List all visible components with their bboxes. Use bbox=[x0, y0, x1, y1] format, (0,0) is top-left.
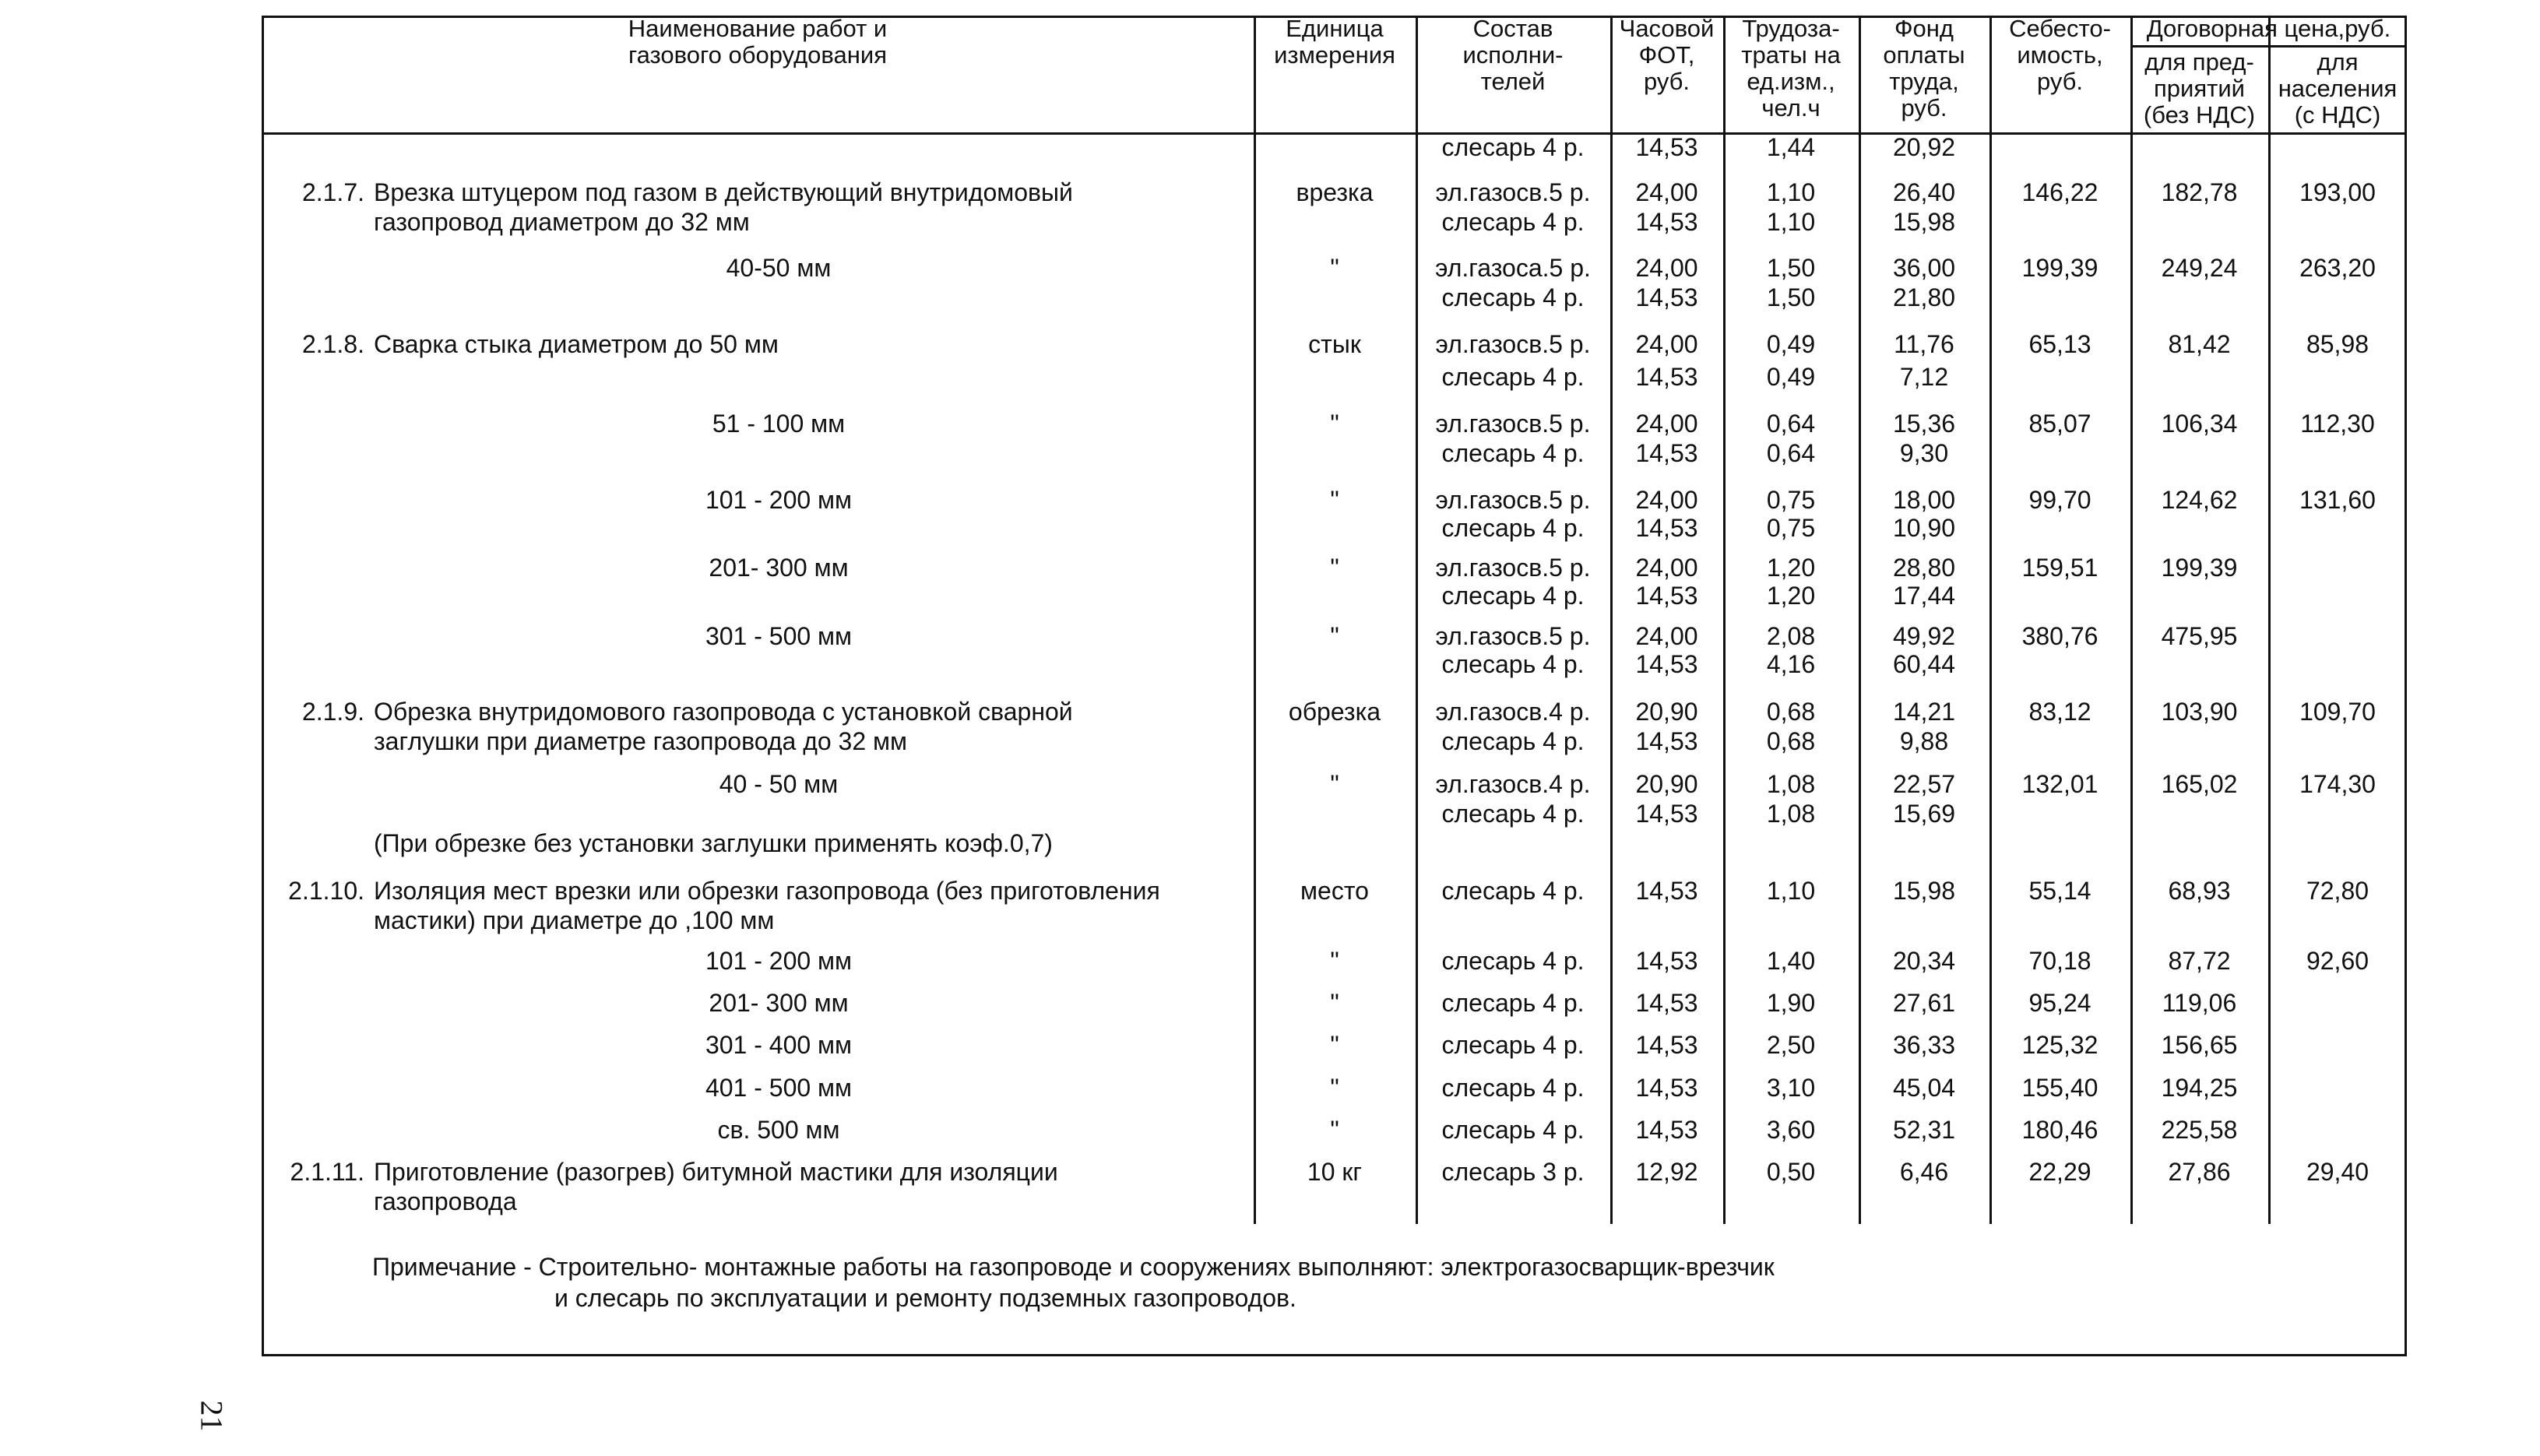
work-name: Приготовление (разогрев) битумной мастики для изоляции bbox=[374, 1158, 1058, 1186]
header-name: Наименование работ и bbox=[628, 15, 888, 42]
labor-hours: 1,44 bbox=[1766, 133, 1816, 161]
crew: слесарь 4 р. bbox=[1441, 1074, 1585, 1102]
header-wage-fund: Фонд bbox=[1894, 15, 1954, 42]
header-wage-fund: оплаты bbox=[1883, 41, 1965, 69]
crew: слесарь 4 р. bbox=[1441, 208, 1585, 236]
labor-hours: 0,75 bbox=[1766, 514, 1816, 542]
row-number: 2.1.7. bbox=[301, 178, 364, 206]
header-labor: ед.изм., bbox=[1747, 68, 1835, 95]
labor-hours: 1,50 bbox=[1766, 283, 1816, 311]
work-name: Сварка стыка диаметром до 50 мм bbox=[374, 330, 779, 358]
hourly-wage: 14,53 bbox=[1635, 514, 1698, 542]
labor-hours: 1,10 bbox=[1766, 178, 1816, 206]
crew: слесарь 4 р. bbox=[1441, 877, 1585, 905]
labor-hours: 1,20 bbox=[1766, 582, 1816, 610]
wage-fund: 14,21 bbox=[1892, 698, 1956, 726]
unit-of-measure: врезка bbox=[1296, 178, 1374, 206]
crew: эл.газосв.5 р. bbox=[1435, 178, 1591, 206]
labor-hours: 1,10 bbox=[1766, 208, 1816, 236]
hourly-wage: 24,00 bbox=[1635, 554, 1698, 582]
crew: эл.газоса.5 р. bbox=[1435, 254, 1591, 282]
cost-price: 125,32 bbox=[2021, 1031, 2098, 1059]
crew: слесарь 4 р. bbox=[1441, 800, 1585, 828]
hourly-wage: 14,53 bbox=[1635, 208, 1698, 236]
wage-fund: 36,00 bbox=[1892, 254, 1956, 282]
price-population: 72,80 bbox=[2306, 877, 2369, 905]
unit-of-measure: место bbox=[1300, 877, 1369, 905]
crew: эл.газосв.5 р. bbox=[1435, 622, 1591, 650]
header-bottom-rule bbox=[262, 132, 2407, 135]
price-enterprise: 199,39 bbox=[2161, 554, 2238, 582]
work-name: мастики) при диаметре до ,100 мм bbox=[374, 906, 775, 934]
cost-price: 146,22 bbox=[2021, 178, 2098, 206]
labor-hours: 4,16 bbox=[1766, 650, 1816, 678]
hourly-wage: 24,00 bbox=[1635, 178, 1698, 206]
price-enterprise: 68,93 bbox=[2168, 877, 2231, 905]
crew: слесарь 4 р. bbox=[1441, 1116, 1585, 1144]
cost-price: 132,01 bbox=[2021, 770, 2098, 798]
crew: слесарь 4 р. bbox=[1441, 133, 1585, 161]
header-crew: Состав bbox=[1472, 15, 1553, 42]
labor-hours: 1,90 bbox=[1766, 989, 1816, 1017]
price-enterprise: 225,58 bbox=[2161, 1116, 2238, 1144]
crew: слесарь 4 р. bbox=[1441, 1031, 1585, 1059]
wage-fund: 6,46 bbox=[1899, 1158, 1949, 1186]
diameter-range: 101 - 200 мм bbox=[705, 486, 853, 514]
wage-fund: 20,92 bbox=[1892, 133, 1956, 161]
cost-price: 380,76 bbox=[2021, 622, 2098, 650]
row-number: 2.1.9. bbox=[301, 698, 364, 726]
price-population: 193,00 bbox=[2299, 178, 2376, 206]
wage-fund: 60,44 bbox=[1892, 650, 1956, 678]
hourly-wage: 24,00 bbox=[1635, 486, 1698, 514]
cost-price: 83,12 bbox=[2028, 698, 2091, 726]
labor-hours: 0,50 bbox=[1766, 1158, 1816, 1186]
wage-fund: 45,04 bbox=[1892, 1074, 1956, 1102]
labor-hours: 1,08 bbox=[1766, 800, 1816, 828]
hourly-wage: 14,53 bbox=[1635, 727, 1698, 755]
cost-price: 199,39 bbox=[2021, 254, 2098, 282]
cost-price: 70,18 bbox=[2028, 947, 2091, 975]
crew: слесарь 4 р. bbox=[1441, 947, 1585, 975]
unit-of-measure: " bbox=[1330, 554, 1339, 582]
wage-fund: 26,40 bbox=[1892, 178, 1956, 206]
cost-price: 95,24 bbox=[2028, 989, 2091, 1017]
hourly-wage: 24,00 bbox=[1635, 622, 1698, 650]
cost-price: 180,46 bbox=[2021, 1116, 2098, 1144]
work-name: (При обрезке без установки заглушки применять коэф.0,7) bbox=[374, 829, 1053, 857]
crew: слесарь 4 р. bbox=[1441, 439, 1585, 467]
crew: эл.газосв.5 р. bbox=[1435, 410, 1591, 438]
work-name: газопровода bbox=[374, 1187, 517, 1215]
crew: слесарь 4 р. bbox=[1441, 650, 1585, 678]
wage-fund: 15,69 bbox=[1892, 800, 1956, 828]
page-number: 21 bbox=[194, 1400, 230, 1432]
unit-of-measure: " bbox=[1330, 254, 1339, 282]
header-for-population: для bbox=[2317, 48, 2359, 76]
wage-fund: 10,90 bbox=[1892, 514, 1956, 542]
price-enterprise: 475,95 bbox=[2161, 622, 2238, 650]
labor-hours: 2,50 bbox=[1766, 1031, 1816, 1059]
unit-of-measure: " bbox=[1330, 1031, 1339, 1059]
unit-of-measure: стык bbox=[1308, 330, 1361, 358]
price-enterprise: 124,62 bbox=[2161, 486, 2238, 514]
diameter-range: 301 - 500 мм bbox=[705, 622, 853, 650]
crew: эл.газосв.5 р. bbox=[1435, 486, 1591, 514]
header-contract-price: Договорная цена,руб. bbox=[2146, 15, 2391, 42]
wage-fund: 7,12 bbox=[1899, 363, 1949, 391]
cost-price: 85,07 bbox=[2028, 410, 2091, 438]
crew: слесарь 4 р. bbox=[1441, 727, 1585, 755]
hourly-wage: 14,53 bbox=[1635, 363, 1698, 391]
header-for-enterprises: приятий bbox=[2154, 75, 2245, 102]
header-hourly-wage: Часовой bbox=[1619, 15, 1715, 42]
hourly-wage: 24,00 bbox=[1635, 330, 1698, 358]
crew: эл.газосв.4 р. bbox=[1435, 698, 1591, 726]
crew: слесарь 3 р. bbox=[1441, 1158, 1585, 1186]
price-population: 131,60 bbox=[2299, 486, 2376, 514]
hourly-wage: 14,53 bbox=[1635, 800, 1698, 828]
hourly-wage: 24,00 bbox=[1635, 254, 1698, 282]
price-population: 263,20 bbox=[2299, 254, 2376, 282]
unit-of-measure: " bbox=[1330, 989, 1339, 1017]
note-line-1: Примечание - Строительно- монтажные работы на газопроводе и сооружениях выполняют: электрогазосварщик-врезчик bbox=[372, 1253, 1775, 1281]
crew: эл.газосв.4 р. bbox=[1435, 770, 1591, 798]
note-line-2: и слесарь по эксплуатации и ремонту подземных газопроводов. bbox=[554, 1284, 1296, 1312]
header-for-enterprises: для пред- bbox=[2144, 48, 2254, 76]
wage-fund: 27,61 bbox=[1892, 989, 1956, 1017]
diameter-range: 101 - 200 мм bbox=[705, 947, 853, 975]
header-name: газового оборудования bbox=[628, 41, 887, 69]
labor-hours: 1,10 bbox=[1766, 877, 1816, 905]
labor-hours: 0,68 bbox=[1766, 698, 1816, 726]
diameter-range: 51 - 100 мм bbox=[712, 410, 846, 438]
price-enterprise: 81,42 bbox=[2168, 330, 2231, 358]
header-for-population: (с НДС) bbox=[2294, 101, 2381, 128]
hourly-wage: 24,00 bbox=[1635, 410, 1698, 438]
wage-fund: 11,76 bbox=[1894, 330, 1954, 358]
header-hourly-wage: ФОТ, bbox=[1638, 41, 1695, 69]
cost-price: 22,29 bbox=[2028, 1158, 2091, 1186]
labor-hours: 1,08 bbox=[1766, 770, 1816, 798]
row-number: 2.1.10. bbox=[288, 877, 364, 905]
wage-fund: 9,88 bbox=[1899, 727, 1949, 755]
price-enterprise: 106,34 bbox=[2161, 410, 2238, 438]
header-unit: измерения bbox=[1274, 41, 1395, 69]
crew: слесарь 4 р. bbox=[1441, 283, 1585, 311]
unit-of-measure: " bbox=[1330, 486, 1339, 514]
diameter-range: 201- 300 мм bbox=[709, 554, 849, 582]
crew: эл.газосв.5 р. bbox=[1435, 330, 1591, 358]
header-crew: исполни- bbox=[1462, 41, 1564, 69]
price-enterprise: 87,72 bbox=[2168, 947, 2231, 975]
wage-fund: 22,57 bbox=[1892, 770, 1956, 798]
work-name: Обрезка внутридомового газопровода с установкой сварной bbox=[374, 698, 1073, 726]
wage-fund: 49,92 bbox=[1892, 622, 1956, 650]
hourly-wage: 14,53 bbox=[1635, 1031, 1698, 1059]
price-population: 109,70 bbox=[2299, 698, 2376, 726]
work-name: Врезка штуцером под газом в действующий внутридомовый bbox=[374, 178, 1073, 206]
diameter-range: 40-50 мм bbox=[726, 254, 832, 282]
row-number: 2.1.8. bbox=[301, 330, 364, 358]
price-enterprise: 156,65 bbox=[2161, 1031, 2238, 1059]
unit-of-measure: обрезка bbox=[1288, 698, 1381, 726]
labor-hours: 0,75 bbox=[1766, 486, 1816, 514]
labor-hours: 0,49 bbox=[1766, 330, 1816, 358]
cost-price: 55,14 bbox=[2028, 877, 2091, 905]
diameter-range: 401 - 500 мм bbox=[705, 1074, 853, 1102]
price-enterprise: 194,25 bbox=[2161, 1074, 2238, 1102]
header-cost: Себесто- bbox=[2009, 15, 2111, 42]
wage-fund: 52,31 bbox=[1892, 1116, 1956, 1144]
diameter-range: св. 500 мм bbox=[717, 1116, 840, 1144]
hourly-wage: 12,92 bbox=[1635, 1158, 1698, 1186]
hourly-wage: 14,53 bbox=[1635, 133, 1698, 161]
hourly-wage: 20,90 bbox=[1635, 770, 1698, 798]
labor-hours: 0,64 bbox=[1766, 439, 1816, 467]
labor-hours: 1,50 bbox=[1766, 254, 1816, 282]
labor-hours: 1,20 bbox=[1766, 554, 1816, 582]
labor-hours: 3,60 bbox=[1766, 1116, 1816, 1144]
header-hourly-wage: руб. bbox=[1643, 68, 1690, 95]
hourly-wage: 14,53 bbox=[1635, 1074, 1698, 1102]
labor-hours: 0,68 bbox=[1766, 727, 1816, 755]
wage-fund: 36,33 bbox=[1892, 1031, 1956, 1059]
cost-price: 155,40 bbox=[2021, 1074, 2098, 1102]
wage-fund: 18,00 bbox=[1892, 486, 1956, 514]
hourly-wage: 14,53 bbox=[1635, 877, 1698, 905]
unit-of-measure: " bbox=[1330, 770, 1339, 798]
crew: слесарь 4 р. bbox=[1441, 363, 1585, 391]
header-unit: Единица bbox=[1286, 15, 1384, 42]
unit-of-measure: " bbox=[1330, 1074, 1339, 1102]
header-cost: руб. bbox=[2036, 68, 2084, 95]
price-population: 174,30 bbox=[2299, 770, 2376, 798]
row-number: 2.1.11. bbox=[290, 1158, 364, 1186]
unit-of-measure: " bbox=[1330, 1116, 1339, 1144]
hourly-wage: 14,53 bbox=[1635, 283, 1698, 311]
work-name: газопровод диаметром до 32 мм bbox=[374, 208, 750, 236]
hourly-wage: 14,53 bbox=[1635, 582, 1698, 610]
labor-hours: 2,08 bbox=[1766, 622, 1816, 650]
wage-fund: 15,36 bbox=[1892, 410, 1956, 438]
price-enterprise: 27,86 bbox=[2168, 1158, 2231, 1186]
work-name: заглушки при диаметре газопровода до 32 мм bbox=[374, 727, 908, 755]
unit-of-measure: 10 кг bbox=[1307, 1158, 1363, 1186]
labor-hours: 3,10 bbox=[1766, 1074, 1816, 1102]
wage-fund: 15,98 bbox=[1892, 877, 1956, 905]
wage-fund: 9,30 bbox=[1899, 439, 1949, 467]
crew: слесарь 4 р. bbox=[1441, 514, 1585, 542]
wage-fund: 28,80 bbox=[1892, 554, 1956, 582]
price-population: 85,98 bbox=[2306, 330, 2369, 358]
diameter-range: 201- 300 мм bbox=[709, 989, 849, 1017]
header-wage-fund: труда, bbox=[1889, 68, 1959, 95]
hourly-wage: 14,53 bbox=[1635, 947, 1698, 975]
cost-price: 159,51 bbox=[2021, 554, 2098, 582]
wage-fund: 15,98 bbox=[1892, 208, 1956, 236]
price-enterprise: 182,78 bbox=[2161, 178, 2238, 206]
price-enterprise: 103,90 bbox=[2161, 698, 2238, 726]
header-labor: траты на bbox=[1741, 41, 1841, 69]
crew: эл.газосв.5 р. bbox=[1435, 554, 1591, 582]
price-enterprise: 165,02 bbox=[2161, 770, 2238, 798]
unit-of-measure: " bbox=[1330, 622, 1339, 650]
contract-price-rule bbox=[2130, 45, 2407, 47]
wage-fund: 17,44 bbox=[1892, 582, 1956, 610]
work-name: Изоляция мест врезки или обрезки газопровода (без приготовления bbox=[374, 877, 1160, 905]
header-cost: имость, bbox=[2017, 41, 2103, 69]
hourly-wage: 14,53 bbox=[1635, 989, 1698, 1017]
cost-price: 65,13 bbox=[2028, 330, 2091, 358]
unit-of-measure: " bbox=[1330, 947, 1339, 975]
price-population: 112,30 bbox=[2300, 410, 2375, 438]
labor-hours: 0,64 bbox=[1766, 410, 1816, 438]
price-population: 29,40 bbox=[2306, 1158, 2369, 1186]
price-population: 92,60 bbox=[2306, 947, 2369, 975]
crew: слесарь 4 р. bbox=[1441, 989, 1585, 1017]
hourly-wage: 14,53 bbox=[1635, 1116, 1698, 1144]
cost-price: 99,70 bbox=[2028, 486, 2091, 514]
hourly-wage: 20,90 bbox=[1635, 698, 1698, 726]
header-for-enterprises: (без НДС) bbox=[2143, 101, 2256, 128]
unit-of-measure: " bbox=[1330, 410, 1339, 438]
wage-fund: 21,80 bbox=[1892, 283, 1956, 311]
header-crew: телей bbox=[1480, 68, 1546, 95]
hourly-wage: 14,53 bbox=[1635, 650, 1698, 678]
price-enterprise: 119,06 bbox=[2162, 989, 2237, 1017]
crew: слесарь 4 р. bbox=[1441, 582, 1585, 610]
diameter-range: 40 - 50 мм bbox=[719, 770, 839, 798]
diameter-range: 301 - 400 мм bbox=[705, 1031, 853, 1059]
hourly-wage: 14,53 bbox=[1635, 439, 1698, 467]
wage-fund: 20,34 bbox=[1892, 947, 1956, 975]
header-wage-fund: руб. bbox=[1901, 94, 1947, 121]
price-enterprise: 249,24 bbox=[2161, 254, 2238, 282]
header-for-population: населения bbox=[2278, 75, 2398, 102]
labor-hours: 0,49 bbox=[1766, 363, 1816, 391]
header-labor: Трудоза- bbox=[1742, 15, 1840, 42]
labor-hours: 1,40 bbox=[1766, 947, 1816, 975]
header-labor: чел.ч bbox=[1761, 94, 1821, 121]
